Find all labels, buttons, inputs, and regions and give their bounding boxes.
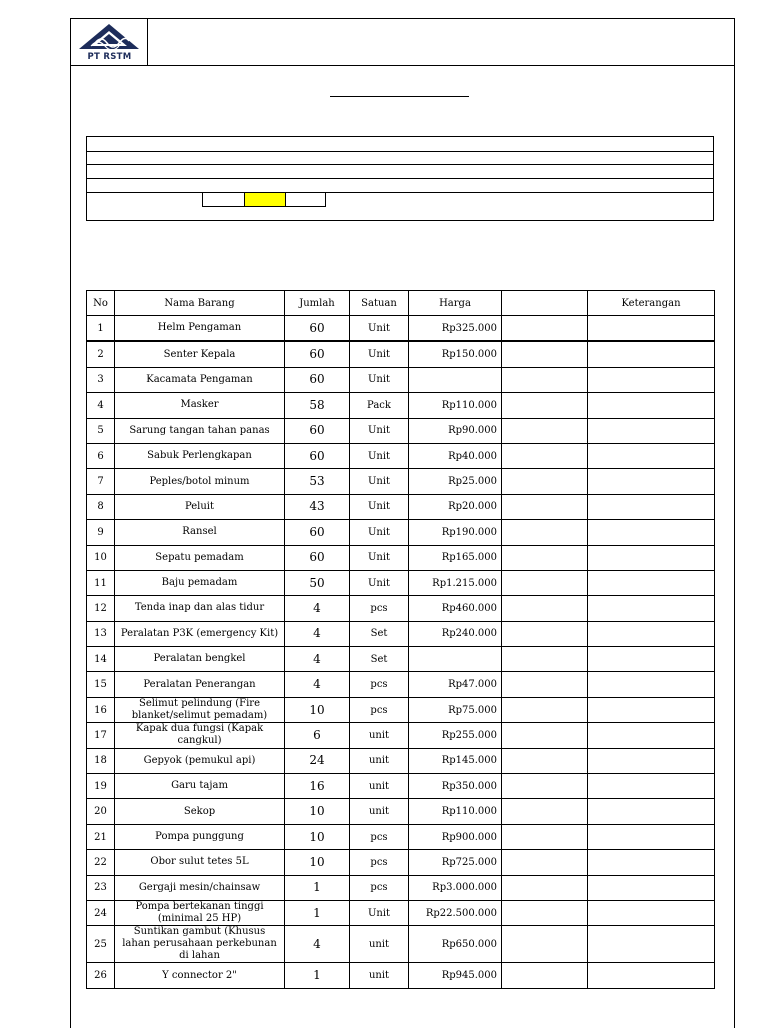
row-unit: pcs [350,672,409,697]
company-logo [71,19,148,65]
row-blank [502,875,588,900]
row-unit: Unit [350,520,409,545]
row-no: 1 [87,316,115,342]
row-note [588,723,715,748]
row-note [588,418,715,443]
row-unit: unit [350,963,409,988]
row-no: 20 [87,799,115,824]
row-blank [502,367,588,392]
row-price: Rp110.000 [409,799,502,824]
row-no: 11 [87,570,115,595]
table-row [87,596,715,621]
row-note [588,774,715,799]
row-note [588,875,715,900]
row-qty: 6 [285,723,350,748]
table-row [87,824,715,849]
row-name: Pompa bertekanan tinggi (minimal 25 HP) [115,900,285,925]
row-unit: Unit [350,418,409,443]
table-row [87,367,715,392]
row-price: Rp20.000 [409,494,502,519]
row-unit: unit [350,799,409,824]
row-unit: Unit [350,469,409,494]
row-blank [502,494,588,519]
row-unit: pcs [350,596,409,621]
row-name: Kapak dua fungsi (Kapak cangkul) [115,723,285,748]
row-note [588,824,715,849]
row-no: 3 [87,367,115,392]
row-name: Suntikan gambut (Khusus lahan perusahaan perkebunan di lahan [115,926,285,963]
row-unit: unit [350,748,409,773]
row-blank [502,824,588,849]
row-name: Garu tajam [115,774,285,799]
logo-mark-icon [71,19,148,55]
row-name: Peralatan bengkel [115,647,285,672]
row-unit: Unit [350,494,409,519]
row-price: Rp650.000 [409,926,502,963]
row-unit: Set [350,621,409,646]
info-box-left[interactable] [202,192,245,207]
row-price: Rp47.000 [409,672,502,697]
logo-text: PT RSTM [87,52,132,62]
row-blank [502,520,588,545]
row-blank [502,469,588,494]
row-no: 7 [87,469,115,494]
row-no: 16 [87,697,115,722]
row-note [588,697,715,722]
row-price: Rp90.000 [409,418,502,443]
row-qty: 60 [285,316,350,342]
table-row [87,520,715,545]
row-note [588,672,715,697]
row-price: Rp240.000 [409,621,502,646]
table-row [87,570,715,595]
row-qty: 60 [285,520,350,545]
row-note [588,647,715,672]
row-no: 8 [87,494,115,519]
row-note [588,926,715,963]
row-qty: 60 [285,443,350,468]
row-unit: Unit [350,341,409,367]
table-row [87,875,715,900]
row-note [588,341,715,367]
table-row [87,697,715,722]
info-section [86,136,714,221]
row-note [588,799,715,824]
row-note [588,443,715,468]
row-price: Rp75.000 [409,697,502,722]
row-note [588,570,715,595]
info-row-divider [87,164,713,165]
row-qty: 24 [285,748,350,773]
row-blank [502,672,588,697]
row-no: 14 [87,647,115,672]
row-note [588,850,715,875]
row-note [588,900,715,925]
row-qty: 1 [285,900,350,925]
row-name: Tenda inap dan alas tidur [115,596,285,621]
row-price: Rp110.000 [409,393,502,418]
row-name: Selimut pelindung (Fire blanket/selimut pemadam) [115,697,285,722]
table-row [87,494,715,519]
row-qty: 1 [285,875,350,900]
info-row-divider [87,192,713,193]
row-no: 10 [87,545,115,570]
info-box-highlighted[interactable] [244,192,286,207]
row-qty: 10 [285,697,350,722]
row-blank [502,570,588,595]
row-note [588,469,715,494]
row-no: 25 [87,926,115,963]
row-unit: unit [350,774,409,799]
row-qty: 43 [285,494,350,519]
row-blank [502,723,588,748]
row-no: 17 [87,723,115,748]
header-no: No [87,291,115,316]
row-note [588,520,715,545]
table-header-row [87,291,715,316]
table-row [87,926,715,963]
row-no: 12 [87,596,115,621]
row-qty: 10 [285,799,350,824]
row-price: Rp350.000 [409,774,502,799]
row-blank [502,850,588,875]
row-note [588,963,715,988]
row-name: Pompa punggung [115,824,285,849]
row-price: Rp25.000 [409,469,502,494]
row-blank [502,799,588,824]
header-unit: Satuan [350,291,409,316]
row-note [588,596,715,621]
row-name: Peluit [115,494,285,519]
row-price: Rp900.000 [409,824,502,849]
row-no: 6 [87,443,115,468]
row-blank [502,393,588,418]
row-name: Kacamata Pengaman [115,367,285,392]
header-name: Nama Barang [115,291,285,316]
row-note [588,393,715,418]
table-row [87,647,715,672]
row-unit: Unit [350,443,409,468]
table-row [87,723,715,748]
row-name: Peralatan P3K (emergency Kit) [115,621,285,646]
row-name: Gepyok (pemukul api) [115,748,285,773]
title-underline [330,96,469,97]
row-price [409,367,502,392]
table-row [87,469,715,494]
row-no: 23 [87,875,115,900]
row-blank [502,545,588,570]
row-qty: 4 [285,596,350,621]
row-price: Rp22.500.000 [409,900,502,925]
row-blank [502,418,588,443]
row-name: Baju pemadam [115,570,285,595]
row-name: Gergaji mesin/chainsaw [115,875,285,900]
row-qty: 4 [285,647,350,672]
row-note [588,748,715,773]
header-price: Harga [409,291,502,316]
row-no: 22 [87,850,115,875]
row-qty: 16 [285,774,350,799]
row-price: Rp150.000 [409,341,502,367]
row-qty: 60 [285,545,350,570]
row-name: Sekop [115,799,285,824]
row-no: 13 [87,621,115,646]
row-unit: Unit [350,900,409,925]
row-unit: Set [350,647,409,672]
row-note [588,621,715,646]
table-row [87,850,715,875]
header-blank [502,291,588,316]
row-name: Sabuk Perlengkapan [115,443,285,468]
row-blank [502,963,588,988]
row-unit: pcs [350,875,409,900]
row-no: 19 [87,774,115,799]
info-row-divider [87,178,713,179]
table-row [87,672,715,697]
row-blank [502,621,588,646]
row-price [409,647,502,672]
row-price: Rp3.000.000 [409,875,502,900]
row-qty: 4 [285,672,350,697]
table-row [87,316,715,342]
row-name: Ransel [115,520,285,545]
row-name: Senter Kepala [115,341,285,367]
row-qty: 53 [285,469,350,494]
row-qty: 4 [285,926,350,963]
row-name: Obor sulut tetes 5L [115,850,285,875]
row-qty: 1 [285,963,350,988]
row-note [588,494,715,519]
row-no: 21 [87,824,115,849]
row-blank [502,443,588,468]
row-price: Rp40.000 [409,443,502,468]
row-blank [502,926,588,963]
table-row [87,341,715,367]
row-name: Helm Pengaman [115,316,285,342]
row-qty: 50 [285,570,350,595]
row-price: Rp945.000 [409,963,502,988]
row-no: 2 [87,341,115,367]
header-note: Keterangan [588,291,715,316]
row-unit: unit [350,723,409,748]
table-row [87,900,715,925]
row-unit: Pack [350,393,409,418]
items-table [86,290,715,989]
row-no: 4 [87,393,115,418]
row-no: 9 [87,520,115,545]
info-box-right[interactable] [285,192,326,207]
row-unit: pcs [350,850,409,875]
row-blank [502,900,588,925]
row-qty: 58 [285,393,350,418]
row-qty: 10 [285,850,350,875]
row-blank [502,774,588,799]
row-price: Rp165.000 [409,545,502,570]
row-unit: unit [350,926,409,963]
row-no: 26 [87,963,115,988]
row-qty: 60 [285,418,350,443]
table-row [87,963,715,988]
row-name: Y connector 2" [115,963,285,988]
table-row [87,748,715,773]
table-row [87,621,715,646]
row-blank [502,697,588,722]
info-row-divider [87,151,713,152]
row-note [588,545,715,570]
table-row [87,545,715,570]
row-unit: Unit [350,570,409,595]
row-blank [502,596,588,621]
table-row [87,799,715,824]
row-name: Masker [115,393,285,418]
row-price: Rp145.000 [409,748,502,773]
row-blank [502,647,588,672]
row-unit: Unit [350,316,409,342]
row-unit: Unit [350,367,409,392]
header-qty: Jumlah [285,291,350,316]
row-qty: 4 [285,621,350,646]
row-price: Rp255.000 [409,723,502,748]
row-note [588,367,715,392]
row-name: Sarung tangan tahan panas [115,418,285,443]
row-qty: 60 [285,341,350,367]
row-price: Rp190.000 [409,520,502,545]
row-note [588,316,715,342]
table-row [87,418,715,443]
row-blank [502,748,588,773]
row-unit: Unit [350,545,409,570]
row-price: Rp1.215.000 [409,570,502,595]
row-unit: pcs [350,824,409,849]
row-unit: pcs [350,697,409,722]
row-price: Rp325.000 [409,316,502,342]
table-row [87,443,715,468]
row-blank [502,316,588,342]
row-name: Peples/botol minum [115,469,285,494]
row-no: 5 [87,418,115,443]
row-qty: 10 [285,824,350,849]
row-blank [502,341,588,367]
table-row [87,774,715,799]
row-price: Rp725.000 [409,850,502,875]
row-no: 18 [87,748,115,773]
row-price: Rp460.000 [409,596,502,621]
row-name: Sepatu pemadam [115,545,285,570]
row-no: 15 [87,672,115,697]
header-divider [70,65,735,66]
row-qty: 60 [285,367,350,392]
row-no: 24 [87,900,115,925]
table-row [87,393,715,418]
row-name: Peralatan Penerangan [115,672,285,697]
